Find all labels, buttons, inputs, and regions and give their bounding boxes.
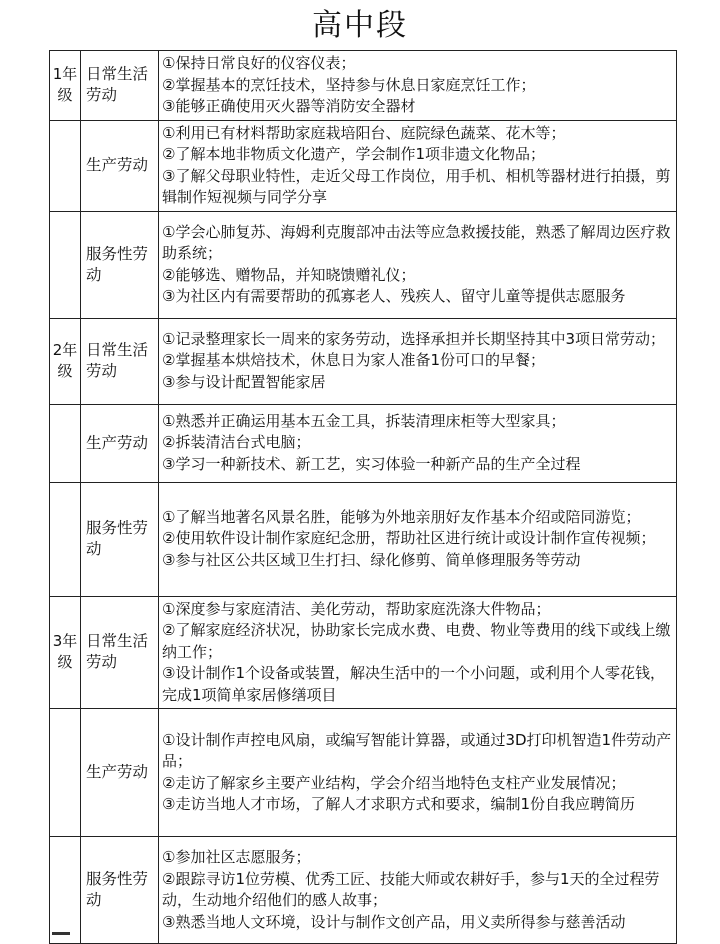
- curriculum-table: [49, 50, 677, 944]
- content-item: ①利用已有材料帮助家庭栽培阳台、庭院绿色蔬菜、花木等；: [162, 123, 566, 142]
- content-item: ③了解父母职业特性，走近父母工作岗位，用手机、相机等器材进行拍摄，剪辑制作短视频与同学分享: [162, 166, 671, 206]
- content-item: ①保持日常良好的仪容仪表；: [162, 54, 356, 72]
- content-cell: [159, 596, 677, 709]
- content-cell: [159, 211, 677, 318]
- content-item: ①深度参与家庭清洁、美化劳动，帮助家庭洗涤大件物品；: [162, 599, 551, 618]
- labor-type-cell: 日常生活劳动: [81, 51, 159, 121]
- content-item: ②使用软件设计制作家庭纪念册，帮助社区进行统计或设计制作宣传视频；: [162, 529, 656, 548]
- content-item: ③学习一种新技术、新工艺，实习体验一种新产品的生产全过程: [162, 454, 581, 473]
- page-title: 高中段: [312, 8, 408, 43]
- labor-type-cell: 服务性劳动: [81, 211, 159, 318]
- content-item: ③设计制作1个设备或装置，解决生活中的一个小问题，或利用个人零花钱，完成1项简单家居修缮项目: [162, 664, 665, 704]
- content-item: ③走访当地人才市场，了解人才求职方式和要求，编制1份自我应聘简历: [162, 795, 635, 813]
- content-item: ①参加社区志愿服务；: [162, 848, 311, 866]
- labor-type-cell: 生产劳动: [81, 709, 159, 837]
- content-cell: [159, 482, 677, 596]
- table-row: [50, 51, 677, 121]
- grade-cell: 2年级: [50, 318, 81, 404]
- content-item: ②了解本地非物质文化遗产，学会制作1项非遗文化物品；: [162, 145, 545, 163]
- labor-type-cell: 日常生活劳动: [81, 318, 159, 404]
- content-item: ②能够选、赠物品，并知晓馈赠礼仪；: [162, 265, 416, 284]
- grade-cell: [50, 120, 81, 211]
- content-item: ①熟悉并正确运用基本五金工具，拆装清理床柜等大型家具；: [162, 411, 566, 430]
- content-item: ②跟踪寻访1位劳模、优秀工匠、技能大师或农耕好手，参与1天的全过程劳动，生动地介绍他们的感人故事；: [162, 869, 660, 909]
- content-item: ①了解当地著名风景名胜，能够为外地亲朋好友作基本介绍或陪同游览；: [162, 507, 641, 526]
- content-item: ①记录整理家长一周来的家务劳动，选择承担并长期坚持其中3项日常劳动；: [162, 329, 665, 348]
- table-row: [50, 318, 677, 404]
- labor-type-cell: 生产劳动: [81, 120, 159, 211]
- content-cell: [159, 318, 677, 404]
- content-item: ③能够正确使用灭火器等消防安全器材: [162, 97, 416, 115]
- content-cell: [159, 709, 677, 837]
- content-item: ②走访了解家乡主要产业结构，学会介绍当地特色支柱产业发展情况；: [162, 773, 626, 792]
- content-cell: [159, 120, 677, 211]
- grade-cell: [50, 211, 81, 318]
- labor-type-cell: 生产劳动: [81, 404, 159, 482]
- content-item: ②掌握基本的烹饪技术，坚持参与休息日家庭烹饪工作；: [162, 75, 536, 94]
- content-item: ①学会心肺复苏、海姆利克腹部冲击法等应急救援技能，熟悉了解周边医疗救助系统；: [162, 222, 671, 262]
- content-cell: [159, 837, 677, 944]
- content-item: ②了解家庭经济状况，协助家长完成水费、电费、物业等费用的线下或线上缴纳工作；: [162, 621, 671, 661]
- grade-cell: [50, 709, 81, 837]
- grade-cell: [50, 404, 81, 482]
- table-row: [50, 837, 677, 944]
- table-row: [50, 120, 677, 211]
- grade-cell: 1年级: [50, 51, 81, 121]
- content-item: ③熟悉当地人文环境，设计与制作文创产品，用义卖所得参与慈善活动: [162, 912, 626, 931]
- content-item: ③参与社区公共区域卫生打扫、绿化修剪、简单修理服务等劳动: [162, 550, 581, 569]
- content-cell: [159, 404, 677, 482]
- labor-type-cell: 日常生活劳动: [81, 596, 159, 709]
- edge-mark: [52, 932, 70, 935]
- content-item: ③为社区内有需要帮助的孤寡老人、残疾人、留守儿童等提供志愿服务: [162, 287, 626, 305]
- content-item: ②掌握基本烘焙技术，休息日为家人准备1份可口的早餐；: [162, 351, 545, 370]
- content-item: ③参与设计配置智能家居: [162, 372, 326, 391]
- labor-type-cell: 服务性劳动: [81, 482, 159, 596]
- grade-cell: [50, 837, 81, 944]
- grade-cell: 3年级: [50, 596, 81, 709]
- grade-cell: [50, 482, 81, 596]
- table-row: [50, 596, 677, 709]
- table-row: [50, 404, 677, 482]
- content-item: ①设计制作声控电风扇，或编写智能计算器，或通过3D打印机智造1件劳动产品；: [162, 730, 672, 770]
- table-row: [50, 709, 677, 837]
- table-row: [50, 482, 677, 596]
- content-item: ②拆装清洁台式电脑；: [162, 433, 311, 452]
- content-cell: [159, 51, 677, 121]
- labor-type-cell: 服务性劳动: [81, 837, 159, 944]
- table-row: [50, 211, 677, 318]
